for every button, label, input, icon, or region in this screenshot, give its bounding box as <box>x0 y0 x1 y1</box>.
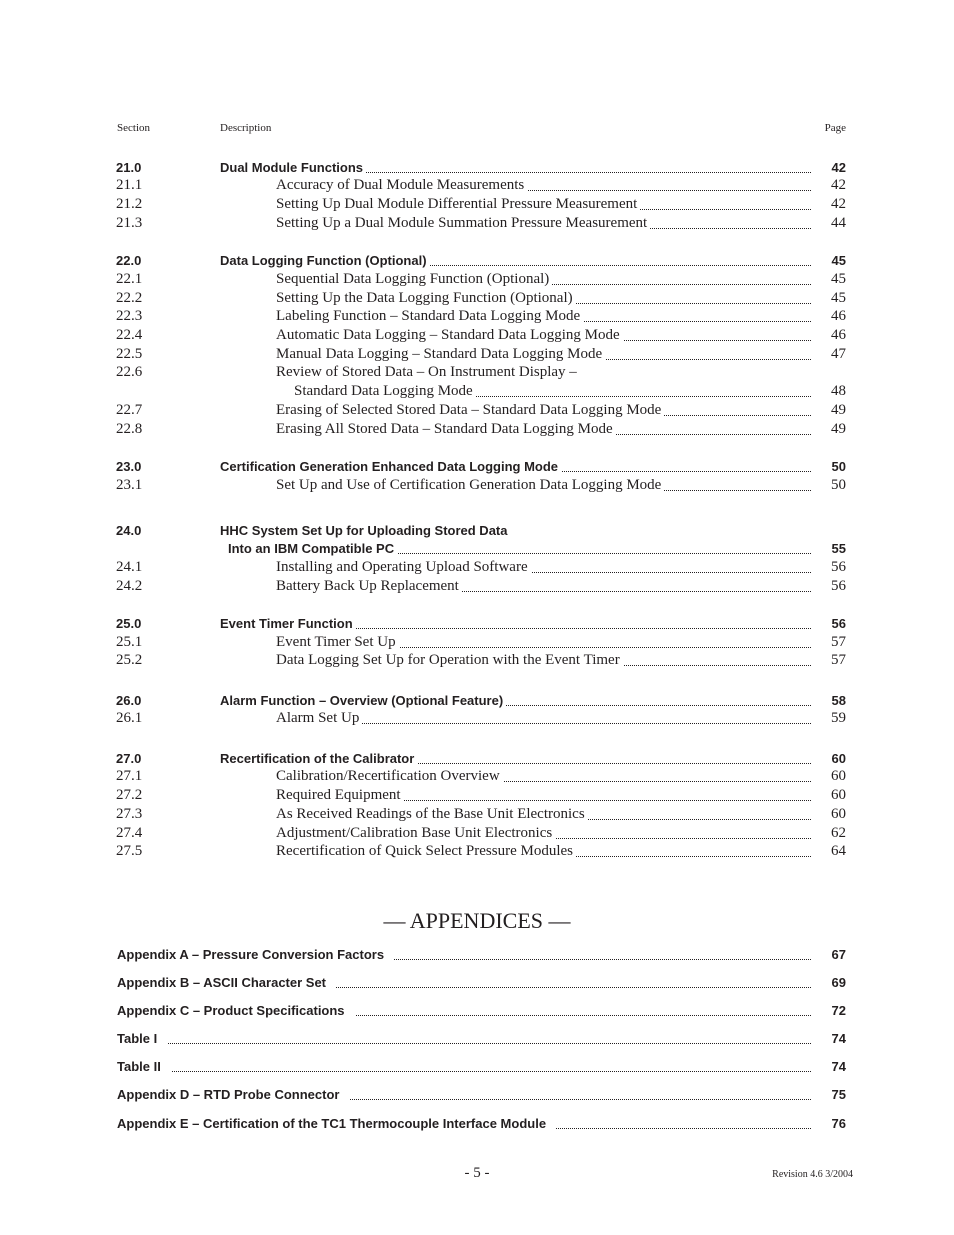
entry-title <box>117 945 811 964</box>
page-ref: 44 <box>831 215 846 231</box>
page-ref: 50 <box>831 477 846 493</box>
page-ref: 55 <box>831 541 846 556</box>
page-ref: 46 <box>831 327 846 343</box>
entry-title <box>220 158 811 177</box>
section-number: 27.4 <box>116 825 143 841</box>
section-number: 27.5 <box>116 843 143 859</box>
entry-title <box>117 1029 811 1048</box>
page-ref: 60 <box>831 806 846 822</box>
page-ref: 42 <box>831 196 846 212</box>
page-ref: 45 <box>831 290 846 306</box>
section-number: 21.3 <box>116 215 143 231</box>
section-number: 27.0 <box>116 751 142 766</box>
entry-title <box>276 805 811 824</box>
entry-title-text: Certification Generation Enhanced Data Logging Mode <box>220 459 561 474</box>
toc-entry[interactable] <box>0 214 954 233</box>
entry-title <box>276 558 811 577</box>
entry-title-text: Appendix D – RTD Probe Connector <box>117 1087 349 1102</box>
section-number: 22.7 <box>116 402 143 418</box>
section-number: 27.1 <box>116 768 143 784</box>
toc-entry[interactable] <box>0 805 954 824</box>
page-ref: 50 <box>831 459 846 474</box>
section-number: 21.2 <box>116 196 143 212</box>
entry-title-text: Setting Up a Dual Module Summation Pressure Measurement <box>276 215 650 231</box>
entry-title-text: Sequential Data Logging Function (Optional) <box>276 271 552 287</box>
section-number: 22.4 <box>116 327 143 343</box>
entry-title <box>276 270 811 289</box>
entry-title <box>220 691 811 710</box>
toc-entry[interactable] <box>0 786 954 805</box>
entry-title-text: Manual Data Logging – Standard Data Logging Mode <box>276 346 605 362</box>
toc-entry[interactable] <box>0 614 954 633</box>
toc-entry[interactable] <box>0 476 954 495</box>
page-ref: 62 <box>831 825 846 841</box>
appendix-entry[interactable] <box>0 1085 954 1104</box>
section-number: 22.5 <box>116 346 143 362</box>
section-number: 25.1 <box>116 634 143 650</box>
toc-entry[interactable] <box>0 651 954 670</box>
page-ref: 46 <box>831 308 846 324</box>
entry-title-text: Labeling Function – Standard Data Logging Mode <box>276 308 583 324</box>
page-ref: 75 <box>831 1087 846 1102</box>
entry-title-text: Appendix C – Product Specifications <box>117 1003 355 1018</box>
entry-title <box>220 457 811 476</box>
page-ref: 57 <box>831 652 846 668</box>
page-ref: 45 <box>831 253 846 268</box>
entry-title <box>276 842 811 861</box>
entry-title-text: Recertification of the Calibrator <box>220 751 417 766</box>
entry-title-text: Event Timer Function <box>220 616 356 631</box>
section-number: 22.0 <box>116 253 142 268</box>
page-ref: 76 <box>831 1116 846 1131</box>
page-ref: 72 <box>831 1003 846 1018</box>
toc-entry[interactable] <box>0 251 954 270</box>
page-ref: 67 <box>831 947 846 962</box>
page-ref: 56 <box>831 578 846 594</box>
toc-entry[interactable] <box>0 691 954 710</box>
toc-entry[interactable] <box>0 158 954 177</box>
dot-leader <box>117 1043 811 1044</box>
toc-entry[interactable] <box>0 420 954 439</box>
appendix-entry[interactable] <box>0 973 954 992</box>
toc-entry[interactable] <box>0 289 954 308</box>
section-number: 22.8 <box>116 421 143 437</box>
page-ref: 47 <box>831 346 846 362</box>
entry-title-text: Calibration/Recertification Overview <box>276 768 503 784</box>
entry-title-text: Data Logging Set Up for Operation with the Event Timer <box>276 652 623 668</box>
entry-title <box>276 767 811 786</box>
entry-title-text: Required Equipment <box>276 787 404 803</box>
page-ref: 42 <box>831 160 846 175</box>
toc-entry[interactable] <box>0 176 954 195</box>
entry-title-text: Data Logging Function (Optional) <box>220 253 430 268</box>
page-ref: 48 <box>831 383 846 399</box>
column-header-description: Description <box>220 122 272 134</box>
entry-title-text: Appendix A – Pressure Conversion Factors <box>117 947 394 962</box>
entry-title <box>276 401 811 420</box>
toc-entry[interactable] <box>0 270 954 289</box>
entry-title-text: Setting Up the Data Logging Function (Optional) <box>276 290 576 306</box>
entry-title <box>276 633 811 652</box>
toc-entry[interactable] <box>0 326 954 345</box>
entry-title-text: Battery Back Up Replacement <box>276 578 462 594</box>
toc-entry[interactable] <box>0 824 954 843</box>
toc-entry[interactable] <box>0 842 954 861</box>
toc-entry[interactable] <box>0 577 954 596</box>
toc-entry[interactable] <box>0 749 954 768</box>
entry-title <box>276 195 811 214</box>
entry-title-text: Appendix E – Certification of the TC1 Thermocouple Interface Module <box>117 1116 556 1131</box>
section-number: 23.0 <box>116 459 142 474</box>
page-ref: 69 <box>831 975 846 990</box>
entry-title-text: Recertification of Quick Select Pressure Modules <box>276 843 576 859</box>
entry-title-text: Alarm Set Up <box>276 710 362 726</box>
entry-title-text: Into an IBM Compatible PC <box>228 541 397 556</box>
entry-title <box>220 251 811 270</box>
section-number: 24.2 <box>116 578 143 594</box>
entry-title <box>276 307 811 326</box>
section-number: 22.1 <box>116 271 143 287</box>
entry-title-text: Accuracy of Dual Module Measurements <box>276 177 527 193</box>
revision-label: Revision 4.6 3/2004 <box>772 1169 853 1180</box>
page-ref: 58 <box>831 693 846 708</box>
entry-title <box>276 651 811 670</box>
section-number: 26.1 <box>116 710 143 726</box>
entry-title-text: HHC System Set Up for Uploading Stored Data <box>220 523 510 538</box>
toc-entry[interactable] <box>0 709 954 728</box>
appendix-entry[interactable] <box>0 945 954 964</box>
page-ref: 45 <box>831 271 846 287</box>
appendix-entry[interactable] <box>0 1114 954 1133</box>
entry-title <box>117 1001 811 1020</box>
entry-title <box>220 749 811 768</box>
entry-title-text: Installing and Operating Upload Software <box>276 559 531 575</box>
entry-title-text: Standard Data Logging Mode <box>294 383 476 399</box>
section-number: 22.6 <box>116 364 143 380</box>
section-number: 21.1 <box>116 177 143 193</box>
toc-entry[interactable] <box>0 382 954 401</box>
page-ref: 64 <box>831 843 846 859</box>
entry-title <box>276 214 811 233</box>
entry-title-text: Adjustment/Calibration Base Unit Electronics <box>276 825 555 841</box>
page-ref: 56 <box>831 559 846 575</box>
toc-entry[interactable] <box>0 307 954 326</box>
section-number: 21.0 <box>116 160 142 175</box>
entry-title-text: Setting Up Dual Module Differential Pressure Measurement <box>276 196 640 212</box>
section-number: 27.3 <box>116 806 143 822</box>
page-ref: 74 <box>831 1059 846 1074</box>
toc-entry[interactable] <box>0 345 954 364</box>
entry-title-text: Appendix B – ASCII Character Set <box>117 975 336 990</box>
appendices-heading: — APPENDICES — <box>383 908 571 933</box>
entry-title <box>276 824 811 843</box>
entry-title-text: Table II <box>117 1059 171 1074</box>
toc-entry[interactable] <box>0 521 954 540</box>
entry-title <box>220 521 811 540</box>
page-ref: 74 <box>831 1031 846 1046</box>
page-ref: 60 <box>831 787 846 803</box>
entry-title-text: Erasing All Stored Data – Standard Data Logging Mode <box>276 421 616 437</box>
entry-title <box>276 577 811 596</box>
entry-title-text: Set Up and Use of Certification Generation Data Logging Mode <box>276 477 664 493</box>
entry-title <box>276 363 811 382</box>
page-ref: 42 <box>831 177 846 193</box>
entry-title <box>117 1085 811 1104</box>
section-number: 24.1 <box>116 559 143 575</box>
page-ref: 56 <box>831 616 846 631</box>
toc-entry[interactable] <box>0 539 954 558</box>
section-number: 25.0 <box>116 616 142 631</box>
entry-title-text: Event Timer Set Up <box>276 634 399 650</box>
dot-leader <box>117 1071 811 1072</box>
section-number: 22.2 <box>116 290 143 306</box>
entry-title <box>276 345 811 364</box>
toc-entry[interactable] <box>0 401 954 420</box>
toc-entry[interactable] <box>0 457 954 476</box>
entry-title <box>220 614 811 633</box>
entry-title-text: Table I <box>117 1031 167 1046</box>
entry-title-text: Review of Stored Data – On Instrument Display – <box>276 364 580 380</box>
page-ref: 60 <box>831 751 846 766</box>
toc-entry[interactable] <box>0 633 954 652</box>
section-number: 26.0 <box>116 693 142 708</box>
toc-entry[interactable] <box>0 195 954 214</box>
toc-entry[interactable] <box>0 558 954 577</box>
section-number: 25.2 <box>116 652 143 668</box>
entry-title-text: Alarm Function – Overview (Optional Feature) <box>220 693 506 708</box>
entry-title <box>276 476 811 495</box>
entry-title <box>294 382 811 401</box>
section-number: 22.3 <box>116 308 143 324</box>
appendix-entry[interactable] <box>0 1029 954 1048</box>
column-header-page: Page <box>824 122 846 134</box>
page-number: - 5 - <box>464 1165 490 1181</box>
entry-title <box>276 786 811 805</box>
page-ref: 57 <box>831 634 846 650</box>
appendix-entry[interactable] <box>0 1057 954 1076</box>
entry-title <box>117 1057 811 1076</box>
entry-title <box>276 326 811 345</box>
entry-title <box>117 973 811 992</box>
entry-title-text: As Received Readings of the Base Unit Electronics <box>276 806 588 822</box>
toc-entry[interactable] <box>0 767 954 786</box>
entry-title-text: Erasing of Selected Stored Data – Standard Data Logging Mode <box>276 402 664 418</box>
section-number: 24.0 <box>116 523 142 538</box>
section-number: 23.1 <box>116 477 143 493</box>
entry-title-text: Dual Module Functions <box>220 160 366 175</box>
appendix-entry[interactable] <box>0 1001 954 1020</box>
column-header-section: Section <box>117 122 150 134</box>
entry-title <box>228 539 811 558</box>
entry-title-text: Automatic Data Logging – Standard Data Logging Mode <box>276 327 623 343</box>
entry-title <box>276 289 811 308</box>
page-ref: 59 <box>831 710 846 726</box>
page-ref: 49 <box>831 421 846 437</box>
entry-title <box>276 709 811 728</box>
entry-title <box>117 1114 811 1133</box>
entry-title <box>276 176 811 195</box>
page-ref: 60 <box>831 768 846 784</box>
toc-entry[interactable] <box>0 363 954 382</box>
page-ref: 49 <box>831 402 846 418</box>
section-number: 27.2 <box>116 787 143 803</box>
entry-title <box>276 420 811 439</box>
